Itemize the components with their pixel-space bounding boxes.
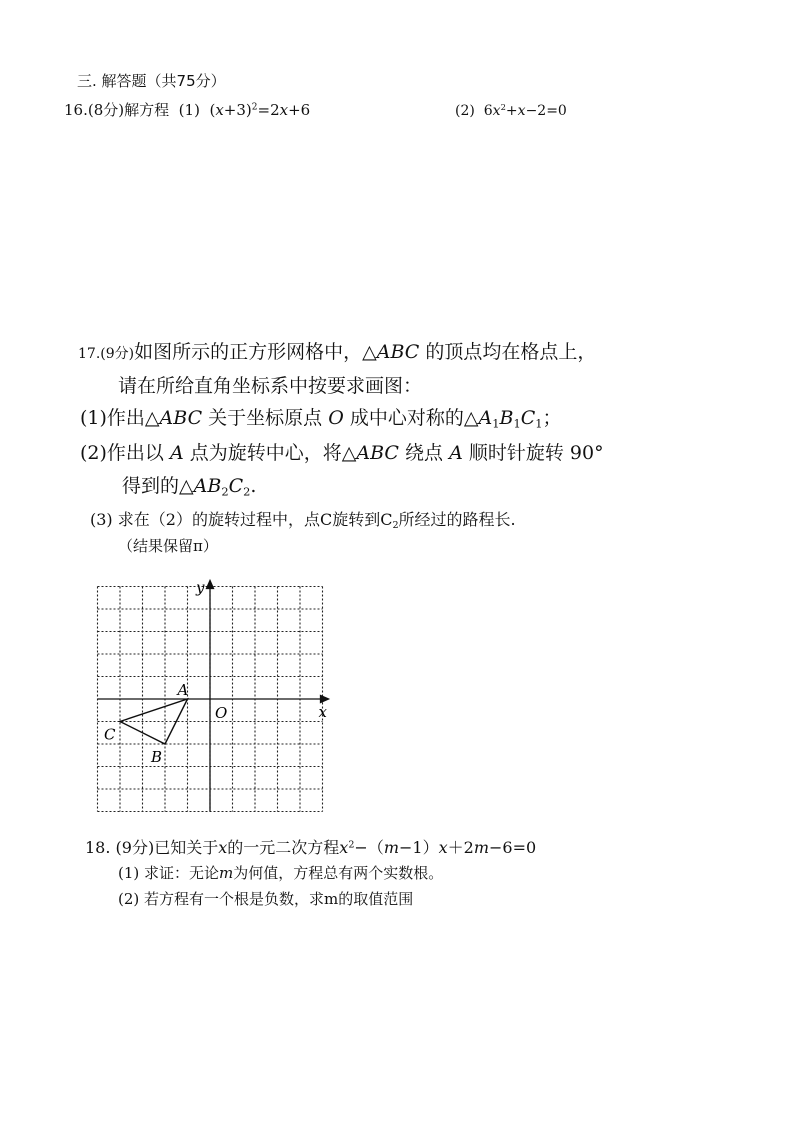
coordinate-grid-figure bbox=[88, 578, 333, 813]
q17-part3-note: （结果保留π） bbox=[118, 537, 218, 555]
axis-y-label: y bbox=[196, 578, 205, 597]
q17-part2: (2)作出以 A 点为旋转中心，将△ABC 绕点 A 顺时针旋转 90° bbox=[80, 442, 604, 464]
q17-part3: (3) 求在（2）的旋转过程中，点C旋转到$C_2$所经过的路程长. bbox=[90, 510, 516, 531]
q16-equation-2: $6x^2+x-2=0$ bbox=[483, 102, 567, 120]
point-b-label: B bbox=[151, 748, 163, 766]
point-c-label: C bbox=[104, 725, 116, 744]
q17-part1: (1)作出△ABC 关于坐标原点 O 成中心对称的$\triangle A_1B_1C_1$； bbox=[80, 407, 562, 431]
q16-part2-label: (2) bbox=[455, 103, 475, 120]
axes bbox=[98, 578, 329, 812]
q17-part2-line2: 得到的$\triangle AB_2C_2$. bbox=[122, 475, 257, 499]
q17-score: (9分) bbox=[100, 346, 135, 362]
y-axis-arrow bbox=[207, 581, 214, 589]
q16-number: 16. bbox=[64, 101, 88, 119]
question-18-stem: 18. (9分)已知关于x的一元二次方程$x^2-(m-1)x+2m-6=0$ bbox=[85, 838, 537, 857]
section-title: 三. 解答题（共75分） bbox=[77, 72, 226, 90]
q16-stem: 解方程 bbox=[124, 101, 170, 119]
x-axis-arrow bbox=[321, 696, 329, 703]
axis-x-label: x bbox=[318, 703, 327, 721]
origin-label: O bbox=[215, 704, 228, 722]
q16-score: (8分) bbox=[87, 101, 125, 119]
q16-part1-label: (1) bbox=[178, 101, 200, 119]
q16-equation-1: $(x+3)^2=2x+6$ bbox=[209, 101, 311, 119]
q17-number: 17. bbox=[78, 346, 101, 362]
q17-stem-line2: 请在所给直角坐标系中按要求画图： bbox=[118, 375, 423, 397]
q16-part2 bbox=[455, 102, 567, 119]
q18-part2: (2) 若方程有一个根是负数，求m的取值范围 bbox=[118, 890, 414, 908]
question-16 bbox=[64, 99, 310, 120]
q18-part1: (1) 求证：无论m为何值，方程总有两个实数根。 bbox=[118, 864, 444, 882]
question-17-stem: 17.(9分)如图所示的正方形网格中，△ABC 的顶点均在格点上， bbox=[78, 341, 597, 363]
point-a-label: A bbox=[177, 681, 189, 699]
